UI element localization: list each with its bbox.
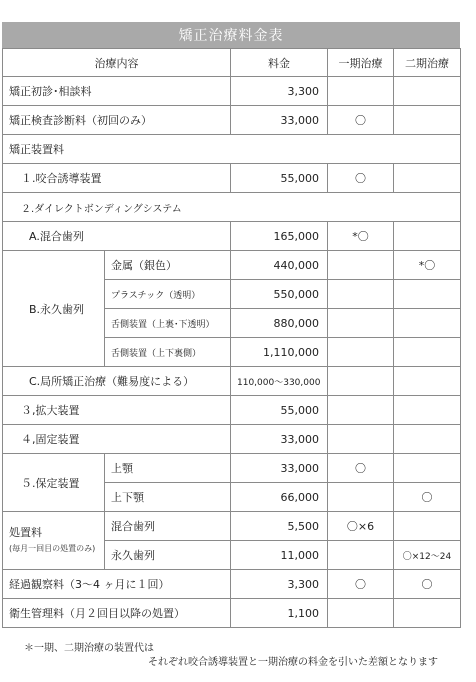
row-label: 矯正初診･相談料 xyxy=(3,77,231,106)
row-label: 矯正検査診断料（初回のみ） xyxy=(3,106,231,135)
row-fee: 5,500 xyxy=(231,512,328,541)
phase1-mark: 〇 xyxy=(328,570,394,599)
phase2-mark: *〇 xyxy=(394,251,461,280)
header-phase2: 二期治療 xyxy=(394,49,461,77)
row-fee: 1,110,000 xyxy=(231,338,328,367)
phase1-mark: 〇 xyxy=(328,454,394,483)
table-row xyxy=(3,164,461,193)
row-label: 上顎 xyxy=(105,454,231,483)
row-fee: 440,000 xyxy=(231,251,328,280)
row-fee: 66,000 xyxy=(231,483,328,512)
table-row xyxy=(3,425,461,454)
treatment-sublabel: (毎月一回目の処置のみ) xyxy=(9,543,96,553)
row-label: 衛生管理料（月２回目以降の処置） xyxy=(3,599,231,628)
table-row xyxy=(3,77,461,106)
table-row xyxy=(3,599,461,628)
table-row xyxy=(3,570,461,599)
phase2-mark: 〇 xyxy=(394,483,461,512)
row-fee: 33,000 xyxy=(231,454,328,483)
row-label: ２.ダイレクトボンディングシステム xyxy=(3,193,461,222)
header-content: 治療内容 xyxy=(3,49,231,77)
phase1-mark: *〇 xyxy=(328,222,394,251)
row-fee: 550,000 xyxy=(231,280,328,309)
row-label: A.混合歯列 xyxy=(3,222,231,251)
row-label: C.局所矯正治療（難易度による） xyxy=(3,367,231,396)
table-row xyxy=(3,135,461,164)
treatment-label: 処置料 xyxy=(9,525,42,539)
table-row xyxy=(3,106,461,135)
row-fee: 55,000 xyxy=(231,164,328,193)
table-row xyxy=(3,367,461,396)
row-label: １.咬合誘導装置 xyxy=(3,164,231,193)
row-group-label: ５.保定装置 xyxy=(3,454,105,512)
footnote-line2: それぞれ咬合誘導装置と一期治療の料金を引いた差額となります xyxy=(148,657,438,668)
row-label: プラスチック（透明） xyxy=(105,280,231,309)
row-fee: 3,300 xyxy=(231,77,328,106)
phase2-mark: 〇 xyxy=(394,570,461,599)
row-fee: 55,000 xyxy=(231,396,328,425)
row-label: 経過観察料（3～4 ヶ月に１回） xyxy=(3,570,231,599)
row-fee: 11,000 xyxy=(231,541,328,570)
table-header-row xyxy=(3,49,461,77)
row-group-label xyxy=(3,512,105,570)
table-row xyxy=(3,454,461,483)
section-label: 矯正装置料 xyxy=(3,135,461,164)
row-label: 金属（銀色） xyxy=(105,251,231,280)
header-fee: 料金 xyxy=(231,49,328,77)
table-row xyxy=(3,251,461,280)
row-label: 永久歯列 xyxy=(105,541,231,570)
phase1-mark: 〇 xyxy=(328,164,394,193)
phase1-mark: 〇×6 xyxy=(328,512,394,541)
header-phase1: 一期治療 xyxy=(328,49,394,77)
row-label: 舌側装置（上裏･下透明） xyxy=(105,309,231,338)
fee-table xyxy=(2,48,461,628)
row-label: 上下顎 xyxy=(105,483,231,512)
row-fee: 1,100 xyxy=(231,599,328,628)
page-title: 矯正治療料金表 xyxy=(2,22,460,48)
footnote-line1: ＊一期、二期治療の装置代は xyxy=(24,643,154,654)
row-label: ４,固定装置 xyxy=(3,425,231,454)
row-fee: 3,300 xyxy=(231,570,328,599)
phase1-mark: 〇 xyxy=(328,106,394,135)
row-fee: 33,000 xyxy=(231,425,328,454)
row-fee: 880,000 xyxy=(231,309,328,338)
row-label: 混合歯列 xyxy=(105,512,231,541)
row-group-label: B.永久歯列 xyxy=(3,251,105,367)
row-label: 舌側装置（上下裏側） xyxy=(105,338,231,367)
row-fee: 33,000 xyxy=(231,106,328,135)
phase2-mark: 〇×12～24 xyxy=(394,541,461,570)
row-label: ３,拡大装置 xyxy=(3,396,231,425)
row-fee: 165,000 xyxy=(231,222,328,251)
footnote xyxy=(24,642,472,670)
table-row xyxy=(3,222,461,251)
row-fee: 110,000～330,000 xyxy=(231,367,328,396)
table-row xyxy=(3,396,461,425)
table-row xyxy=(3,193,461,222)
table-row xyxy=(3,512,461,541)
